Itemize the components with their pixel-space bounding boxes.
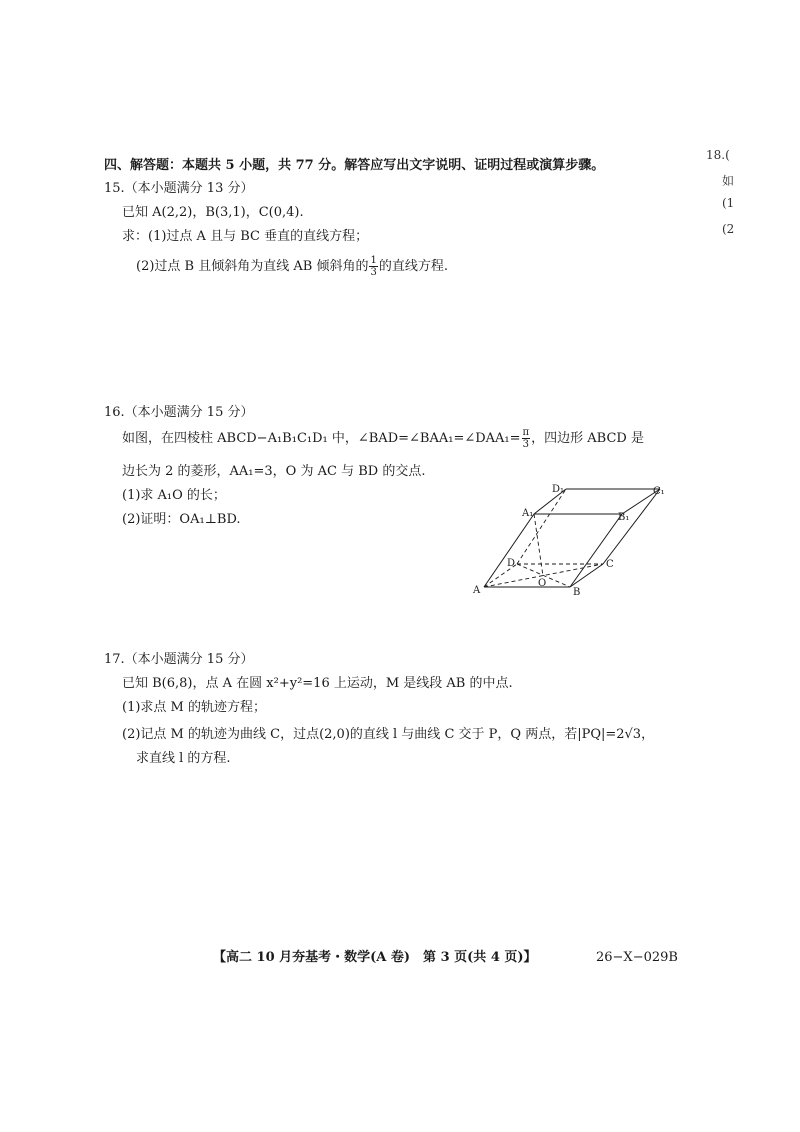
q15-fraction-numerator: 1	[370, 255, 377, 266]
q17-header: 17.（本小题满分 15 分）	[104, 652, 254, 667]
footer-title: 【高二 10 月夯基考・数学(A 卷) 第 3 页(共 4 页)】	[213, 950, 537, 965]
edge-a-a1	[484, 514, 534, 587]
label-D1: D₁	[552, 484, 565, 495]
label-B: B	[573, 587, 581, 598]
side-margin-line-4: (2	[722, 222, 735, 236]
q16-part1: (1)求 A₁O 的长；	[122, 488, 226, 503]
q15-part2-text-end: 的直线方程.	[378, 259, 448, 274]
footer-code: 26−X−029B	[596, 950, 678, 965]
edge-d-d1-hidden	[517, 489, 566, 564]
q17-part2-cont: 求直线 l 的方程.	[136, 751, 231, 766]
q16-header: 16.（本小题满分 15 分）	[104, 405, 254, 420]
seg-a1-o-hidden	[534, 514, 543, 576]
q15-given: 已知 A(2,2)，B(3,1)，C(0,4).	[122, 205, 304, 220]
q15-part1: 求：(1)过点 A 且与 BC 垂直的直线方程；	[122, 229, 369, 244]
label-B1: B₁	[618, 512, 630, 523]
q16-line1-text-end: ，四边形 ABCD 是	[531, 431, 644, 446]
q16-line2: 边长为 2 的菱形，AA₁=3，O 为 AC 与 BD 的交点.	[122, 464, 426, 479]
label-D: D	[507, 558, 516, 569]
q17-given: 已知 B(6,8)，点 A 在圆 x²+y²=16 上运动，M 是线段 AB 的中点.	[122, 676, 513, 691]
side-margin-line-3: (1	[722, 196, 735, 210]
label-O: O	[538, 578, 547, 589]
edge-c-c1	[603, 489, 660, 564]
q16-fraction-denominator: 3	[522, 439, 530, 450]
side-margin-line-1: 18.(	[706, 148, 730, 162]
edge-b-c	[570, 564, 603, 587]
q15-part2-text: (2)过点 B 且倾斜角为直线 AB 倾斜角的	[136, 259, 369, 274]
q17-part2: (2)记点 M 的轨迹为曲线 C，过点(2,0)的直线 l 与曲线 C 交于 P，Q 两点，若|PQ|=2√3，	[122, 727, 655, 742]
q15-fraction-denominator: 3	[370, 267, 377, 278]
section-title: 四、解答题：本题共 5 小题，共 77 分。解答应写出文字说明、证明过程或演算步骤。	[104, 158, 605, 173]
label-A: A	[473, 585, 481, 596]
label-C1: C₁	[653, 486, 665, 497]
q15-header: 15.（本小题满分 13 分）	[104, 181, 254, 196]
label-A1: A₁	[522, 508, 534, 519]
q16-fraction-numerator: π	[522, 427, 530, 438]
label-C: C	[606, 559, 614, 570]
q17-part1: (1)求点 M 的轨迹方程；	[122, 700, 266, 715]
side-margin-line-2: 如	[722, 174, 735, 188]
edge-b-b1	[570, 514, 622, 587]
q16-line1-text: 如图，在四棱柱 ABCD−A₁B₁C₁D₁ 中，∠BAD=∠BAA₁=∠DAA₁=	[122, 431, 521, 446]
q16-part2: (2)证明：OA₁⊥BD.	[122, 512, 241, 527]
